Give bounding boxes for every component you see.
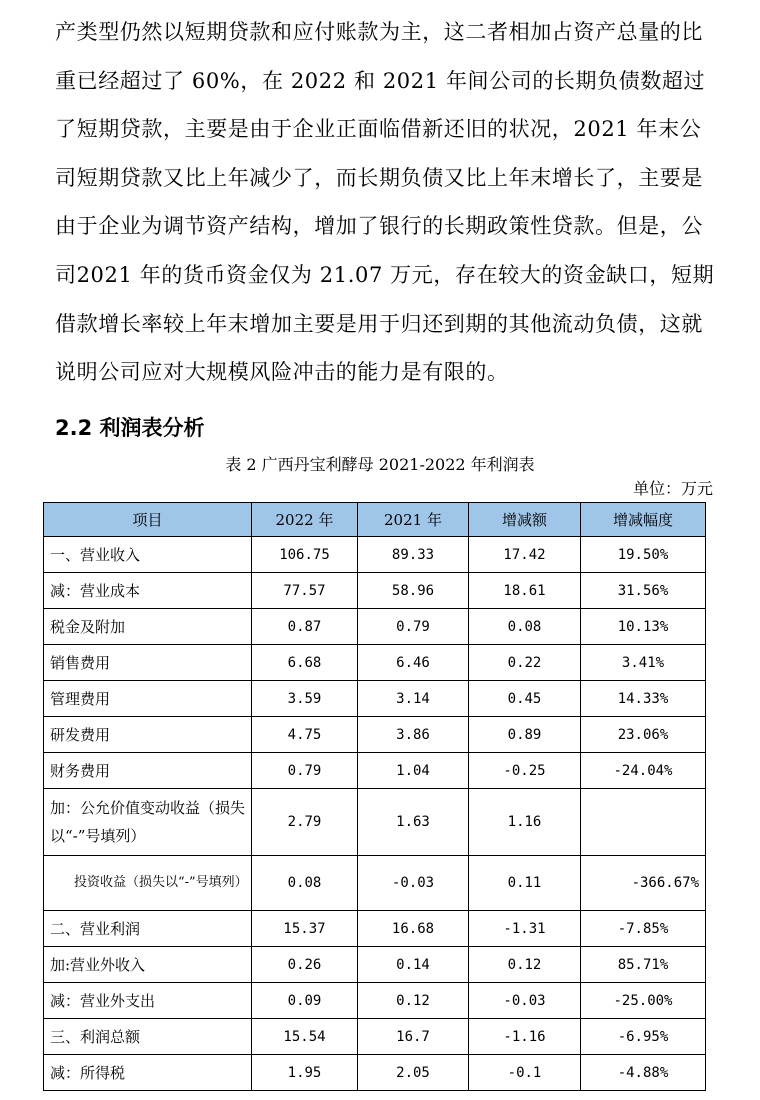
row-pct: -4.88% (581, 1055, 706, 1091)
row-change: 1.16 (469, 789, 581, 856)
row-2021: -0.03 (358, 856, 469, 911)
row-2021: 58.96 (358, 573, 469, 609)
row-change: -0.03 (469, 983, 581, 1019)
row-pct: 23.06% (581, 717, 706, 753)
row-change: -1.31 (469, 911, 581, 947)
row-2022: 15.37 (252, 911, 358, 947)
row-2021: 16.68 (358, 911, 469, 947)
row-2021: 3.86 (358, 717, 469, 753)
row-2022: 1.95 (252, 1055, 358, 1091)
row-2022: 4.75 (252, 717, 358, 753)
row-2022: 77.57 (252, 573, 358, 609)
body-paragraph: 产类型仍然以短期贷款和应付账款为主，这二者相加占资产总量的比重已经超过了 60%，在 2022 和 2021 年间公司的长期负债数超过了短期贷款，主要是由于企业正面临借新还旧的状况，2021 年末公司短期贷款又比上年减少了，而长期负债又比上年末增长了，主要是由于企业为调节资产结构，增加了银行的长期政策性贷款。但是，公司2021 年的货币资金仅为 21.07 万元，存在较大的资金缺口，短期借款增长率较上年末增加主要是用于归还到期的其他流动负债，这就说明公司应对大规模风险冲击的能力是有限的。 (55, 20, 715, 385)
row-item: 一、营业收入 (44, 537, 252, 573)
row-pct: -25.00% (581, 983, 706, 1019)
table-caption: 表 2 广西丹宝利酵母 2021-2022 年利润表 (225, 455, 535, 474)
row-pct: 3.41% (581, 645, 706, 681)
row-2022: 0.08 (252, 856, 358, 911)
row-2022: 0.87 (252, 609, 358, 645)
income-statement-table (43, 502, 706, 1091)
row-2021: 16.7 (358, 1019, 469, 1055)
table-row (44, 573, 706, 609)
row-pct: 14.33% (581, 681, 706, 717)
row-pct: 31.56% (581, 573, 706, 609)
header-2022: 2022 年 (252, 503, 358, 537)
row-2021: 89.33 (358, 537, 469, 573)
row-change: 0.12 (469, 947, 581, 983)
row-2021: 2.05 (358, 1055, 469, 1091)
row-2022: 0.79 (252, 753, 358, 789)
row-item: 二、营业利润 (44, 911, 252, 947)
row-change: 0.89 (469, 717, 581, 753)
row-item: 财务费用 (44, 753, 252, 789)
row-2021: 0.14 (358, 947, 469, 983)
row-item: 三、利润总额 (44, 1019, 252, 1055)
table-row (44, 681, 706, 717)
table-row (44, 789, 706, 856)
row-item: 减：营业成本 (44, 573, 252, 609)
row-2021: 1.04 (358, 753, 469, 789)
row-item: 减：所得税 (44, 1055, 252, 1091)
row-change: -0.1 (469, 1055, 581, 1091)
row-2021: 0.12 (358, 983, 469, 1019)
row-pct: 10.13% (581, 609, 706, 645)
row-item: 税金及附加 (44, 609, 252, 645)
row-change: 0.45 (469, 681, 581, 717)
row-pct (581, 789, 706, 856)
table-row (44, 717, 706, 753)
row-2022: 3.59 (252, 681, 358, 717)
row-2021: 0.79 (358, 609, 469, 645)
header-2021: 2021 年 (358, 503, 469, 537)
row-2022: 106.75 (252, 537, 358, 573)
row-item: 管理费用 (44, 681, 252, 717)
row-pct: -6.95% (581, 1019, 706, 1055)
row-2022: 0.09 (252, 983, 358, 1019)
row-item: 投资收益（损失以“-”号填列） (44, 856, 252, 911)
table-row (44, 537, 706, 573)
table-header-row (44, 503, 706, 537)
row-item: 减：营业外支出 (44, 983, 252, 1019)
row-change: 0.11 (469, 856, 581, 911)
row-2022: 0.26 (252, 947, 358, 983)
table-row (44, 856, 706, 911)
table-row (44, 1019, 706, 1055)
row-pct: -24.04% (581, 753, 706, 789)
section-heading: 2.2 利润表分析 (55, 416, 205, 440)
row-change: 17.42 (469, 537, 581, 573)
row-2021: 6.46 (358, 645, 469, 681)
row-2021: 3.14 (358, 681, 469, 717)
row-2022: 2.79 (252, 789, 358, 856)
row-2022: 15.54 (252, 1019, 358, 1055)
row-item: 研发费用 (44, 717, 252, 753)
row-change: 0.22 (469, 645, 581, 681)
row-item: 加:营业外收入 (44, 947, 252, 983)
row-pct: 19.50% (581, 537, 706, 573)
row-pct: -7.85% (581, 911, 706, 947)
table-row (44, 645, 706, 681)
header-change: 增减额 (469, 503, 581, 537)
row-change: -0.25 (469, 753, 581, 789)
row-item: 加：公允价值变动收益（损失以“-”号填列） (44, 789, 252, 856)
row-pct: 85.71% (581, 947, 706, 983)
row-pct: -366.67% (581, 856, 706, 911)
row-item: 销售费用 (44, 645, 252, 681)
row-change: 0.08 (469, 609, 581, 645)
table-row (44, 911, 706, 947)
table-row (44, 753, 706, 789)
row-change: -1.16 (469, 1019, 581, 1055)
row-change: 18.61 (469, 573, 581, 609)
row-2021: 1.63 (358, 789, 469, 856)
table-row (44, 609, 706, 645)
table-row (44, 983, 706, 1019)
header-item: 项目 (44, 503, 252, 537)
row-2022: 6.68 (252, 645, 358, 681)
unit-label: 单位：万元 (632, 479, 713, 498)
table-row (44, 947, 706, 983)
table-row (44, 1055, 706, 1091)
header-change-pct: 增减幅度 (581, 503, 706, 537)
